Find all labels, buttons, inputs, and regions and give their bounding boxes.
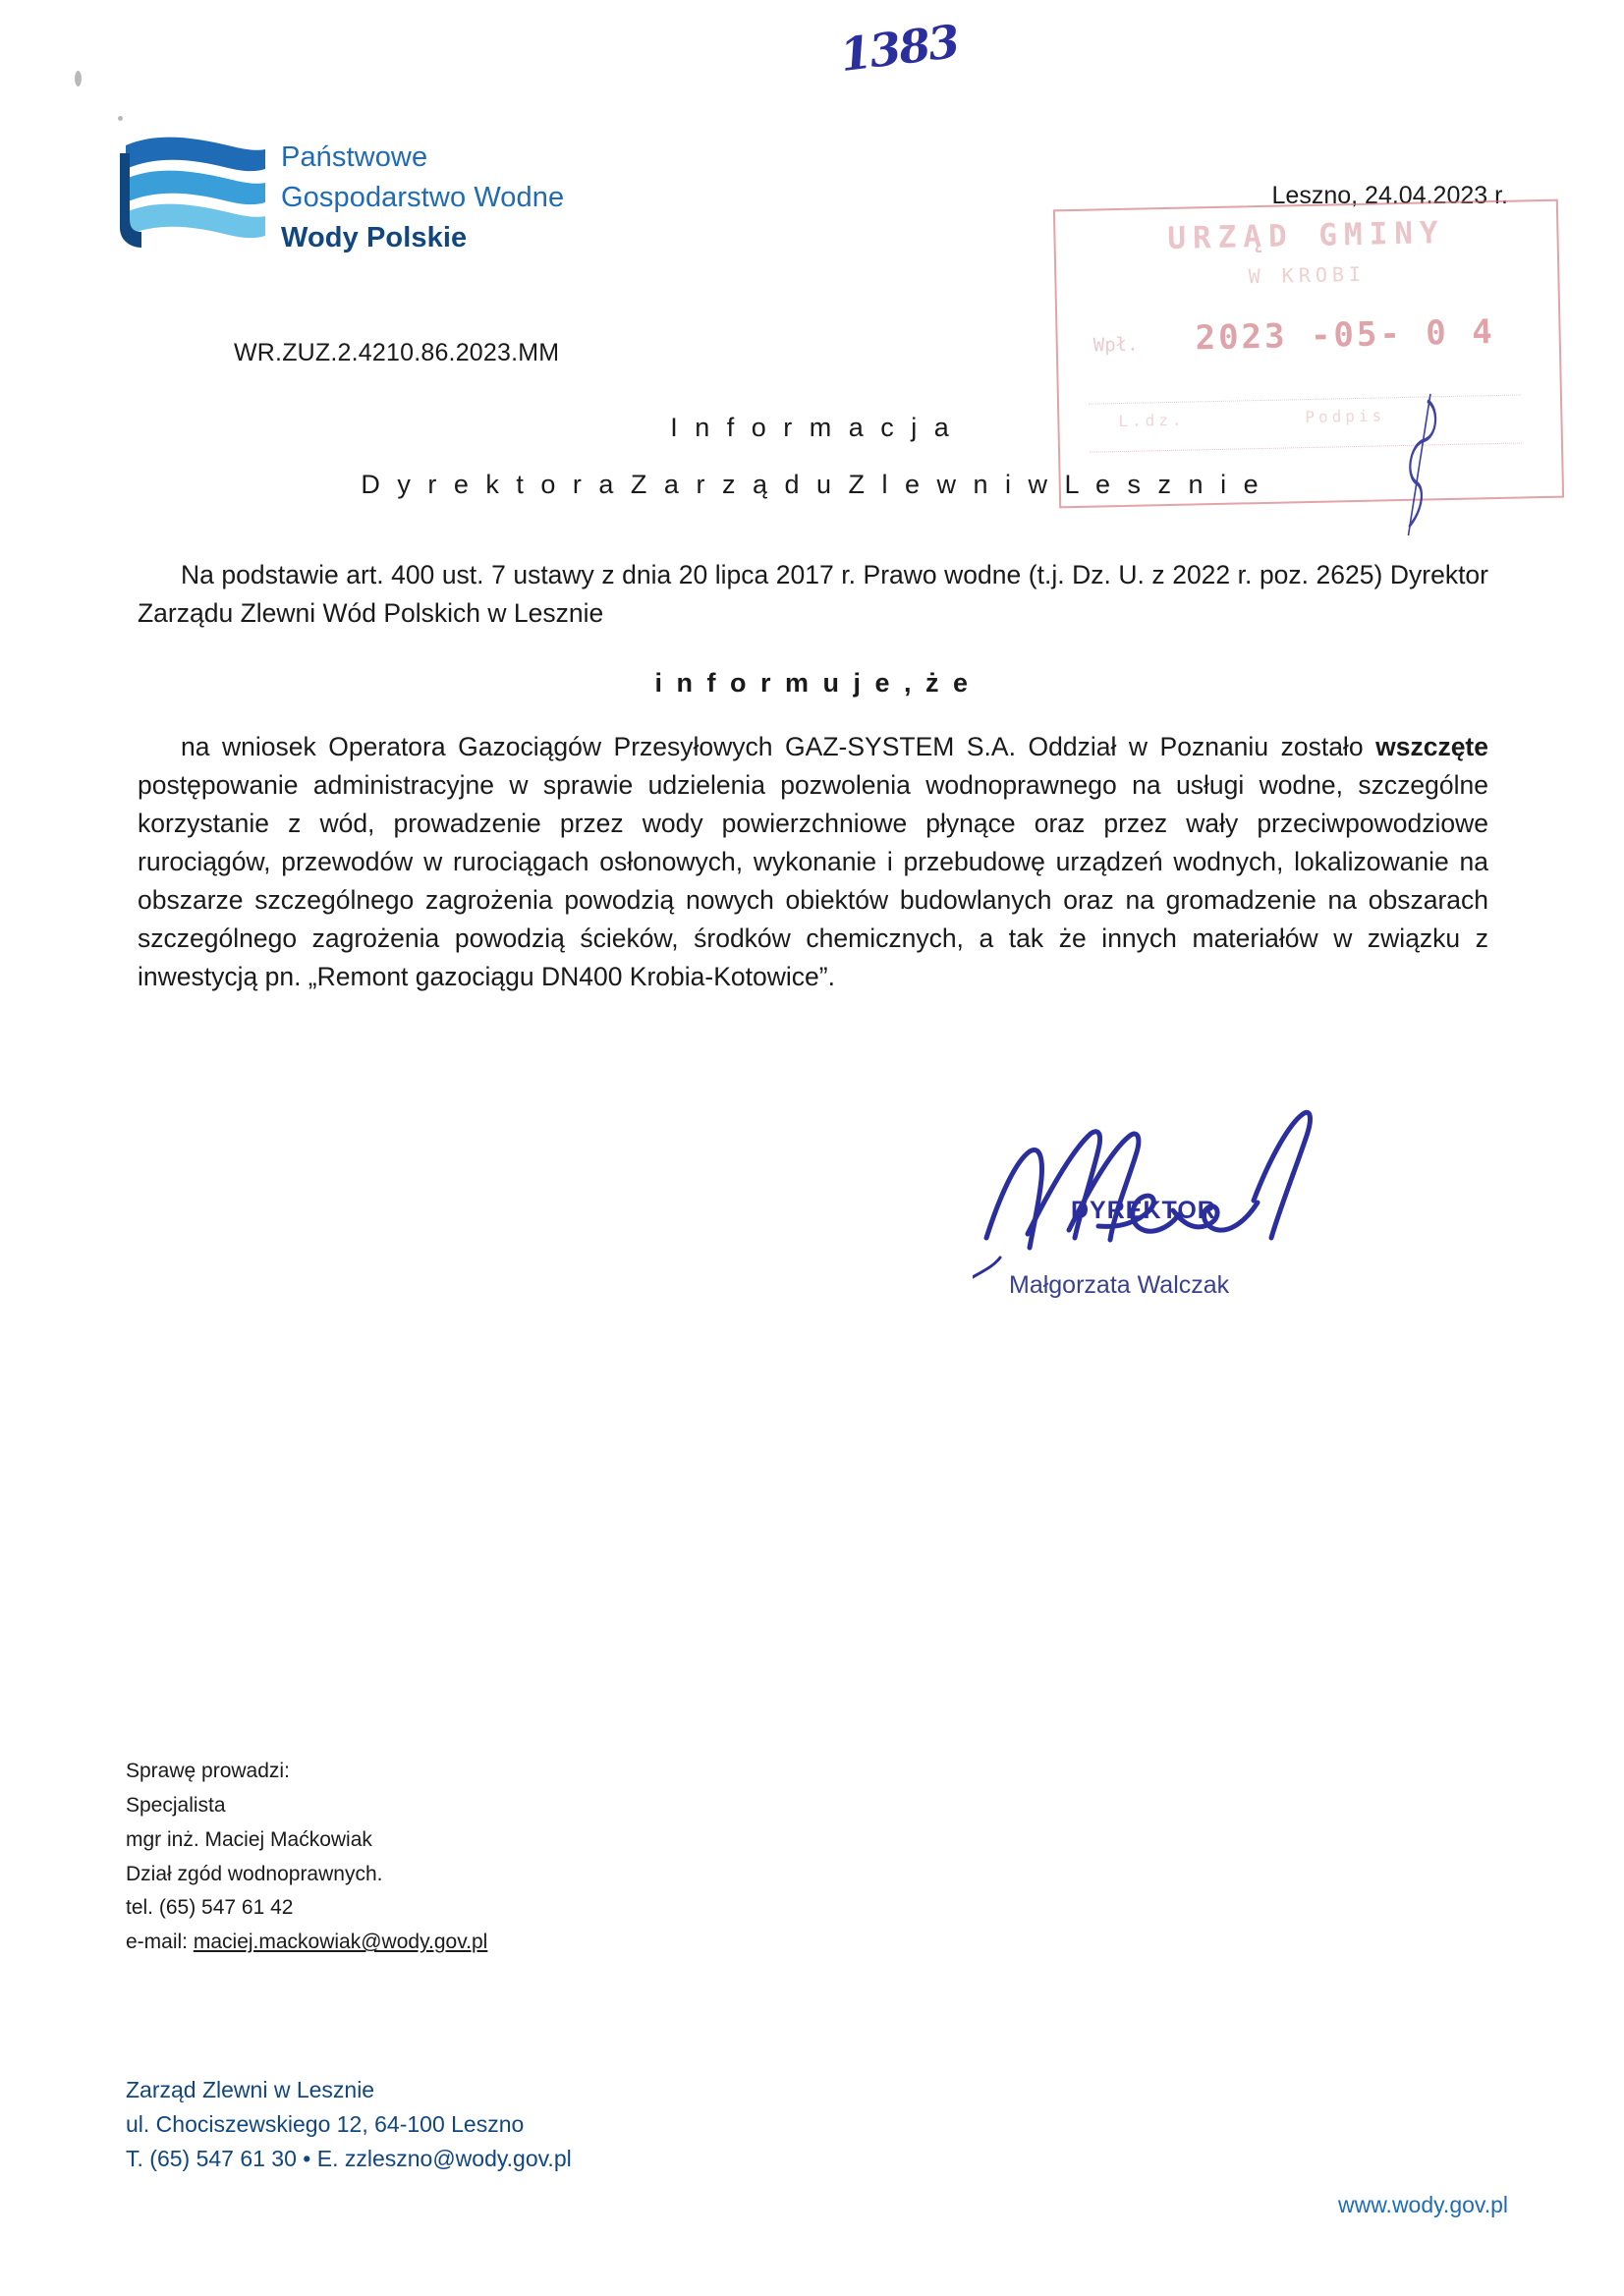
stamp-date: 2023 -05- 0 4	[1195, 312, 1496, 359]
handler-phone: tel. (65) 547 61 42	[126, 1896, 294, 1920]
paragraph-legal-basis: Na podstawie art. 400 ust. 7 ustawy z dnia 20 lipca 2017 r. Prawo wodne (t.j. Dz. U. z 2022 r. poz. 2625) Dyrektor Zarządu Zlewni Wód Polskich w Lesznie	[138, 560, 1488, 628]
handler-line-1: Sprawę prowadzi:	[126, 1760, 290, 1782]
stamp-wpl-label: Wpł.	[1092, 333, 1139, 357]
organization-logo	[118, 130, 564, 259]
paragraph-main-part1: na wniosek Operatora Gazociągów Przesyłowych GAZ-SYSTEM S.A. Oddział w Poznaniu zostało	[181, 731, 1376, 761]
stamp-office-name: URZĄD GMINY	[1166, 215, 1445, 256]
wody-polskie-wave-icon	[118, 130, 267, 252]
footer-line-2: ul. Chociszewskiego 12, 64-100 Leszno	[126, 2110, 525, 2137]
handler-email-label: e-mail:	[126, 1931, 194, 1954]
paragraph-main-bold: wszczęte	[1375, 731, 1488, 761]
logo-line-3: Wody Polskie	[281, 222, 468, 254]
document-date: Leszno, 24.04.2023 r.	[1271, 182, 1508, 209]
reference-number: WR.ZUZ.2.4210.86.2023.MM	[234, 339, 560, 366]
document-title-information: I n f o r m a c j a	[670, 413, 954, 442]
signature-name: Małgorzata Walczak	[1009, 1271, 1230, 1299]
paragraph-main-part2: postępowanie administracyjne w sprawie udzielenia pozwolenia wodnoprawnego na usługi wodne, szczególne korzystanie z wód, prowadzenie przez wody powierzchniowe płynące oraz przez wały przeciwpowodziowe rurociągów, przewodów w rurociągach osłonowych, wykonanie i przebudowę urządzeń wodnych, lokalizowanie na obszarze szczególnego zagrożenia powodzią nowych obiektów budowlanych oraz na gromadzenie na obszarach szczególnego zagrożenia powodzią ścieków, środków chemicznych, a tak że innych materiałów w związku z inwestycją pn. „Remont gazociągu DN400 Krobia-Kotowice”.	[138, 769, 1488, 991]
heading-informuje: i n f o r m u j e , ż e	[654, 667, 972, 698]
handler-line-4: Dział zgód wodnoprawnych.	[126, 1862, 383, 1885]
footer-line-3: T. (65) 547 61 30 • E. zzleszno@wody.gov.pl	[126, 2145, 572, 2171]
document-body	[138, 556, 1488, 996]
handler-email-link[interactable]: maciej.mackowiak@wody.gov.pl	[193, 1931, 488, 1954]
paragraph-main	[138, 728, 1488, 996]
footer-website-url[interactable]: www.wody.gov.pl	[1338, 2192, 1508, 2217]
logo-line-1: Państwowe	[281, 141, 428, 173]
logo-line-2: Gospodarstwo Wodne	[281, 182, 565, 214]
stamp-rule-bottom	[1090, 442, 1522, 452]
footer-line-1: Zarząd Zlewni w Lesznie	[126, 2077, 375, 2102]
handler-line-3: mgr inż. Maciej Maćkowiak	[126, 1827, 372, 1851]
scan-speck	[75, 71, 82, 86]
handler-line-2: Specjalista	[126, 1793, 226, 1817]
stamp-office-sub: W KROBI	[1248, 261, 1367, 289]
stamp-rule-top	[1089, 394, 1521, 404]
document-title-director: D y r e k t o r a Z a r z ą d u Z l e w n i w L e s z n i e	[361, 470, 1263, 499]
incoming-office-stamp	[1053, 199, 1564, 509]
stamp-signature-label: Podpis	[1305, 406, 1386, 427]
handwritten-page-number: 1383	[837, 14, 961, 83]
case-handler-block	[126, 1755, 487, 1960]
stamp-ldz-label: L.dz.	[1118, 410, 1186, 431]
handler-email-row	[126, 1926, 487, 1960]
signature-title: DYREKTOR	[1071, 1197, 1216, 1224]
scan-speck	[118, 116, 123, 121]
footer-address-block	[126, 2073, 572, 2176]
